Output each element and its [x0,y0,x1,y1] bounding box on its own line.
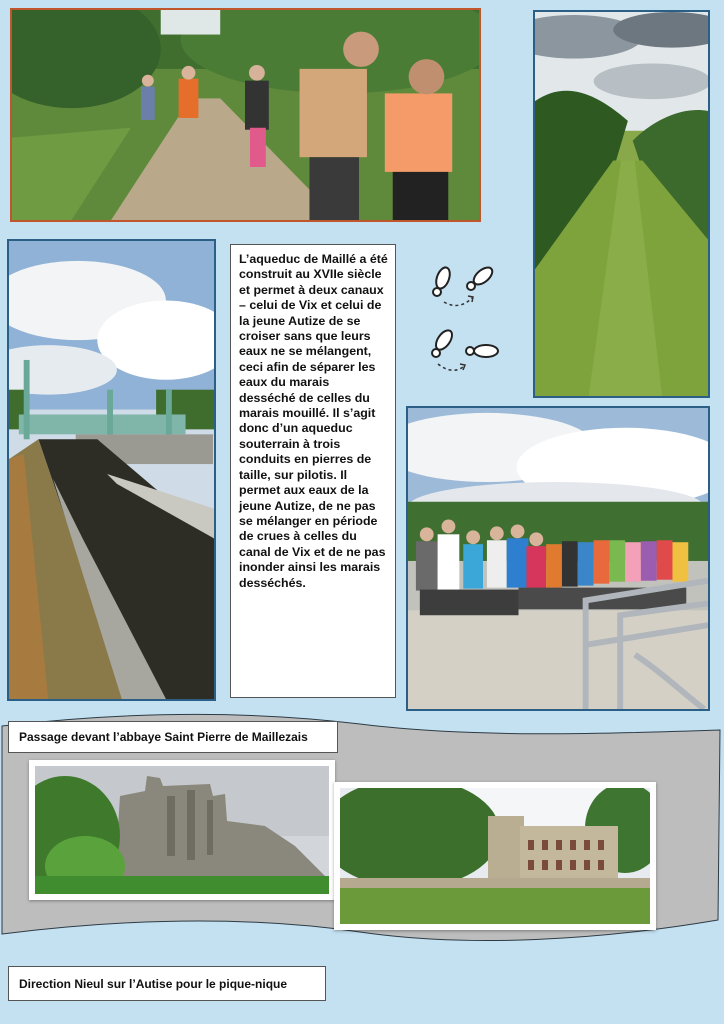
aqueduct-photo [7,239,216,701]
abbey-caption [8,721,338,753]
hikers-on-path-photo [10,8,481,222]
abbey-ruins-photo [29,760,335,900]
direction-caption [8,966,326,1001]
green-canal-photo [533,10,710,398]
castle-photo [334,782,656,930]
footprints-icon [428,326,504,374]
aqueduct-paragraph: L’aqueduc de Maillé a été construit au XVIIe siècle et permet à deux canaux – celui de Vix et celui de la jeune Autize de se croiser sans que leurs eaux ne se mélangent, ceci afin de séparer les eaux du marais desséché de celles du marais mouillé. Il s’agit donc d’un aqueduc souterrain à trois conduits en pierres de taille, sur pilotis. Il permet aux eaux de la jeune Autize, de ne pas se mélanger en période de crues à celles du canal de Vix et de ne pas inonder ainsi les marais desséchés. [239,252,388,590]
group-photo [406,406,710,711]
footprints-icon [428,262,500,310]
aqueduct-description [230,244,396,698]
abbey-caption-text: Passage devant l’abbaye Saint Pierre de Maillezais [19,730,308,744]
direction-caption-text: Direction Nieul sur l’Autise pour le pique-nique [19,976,288,991]
